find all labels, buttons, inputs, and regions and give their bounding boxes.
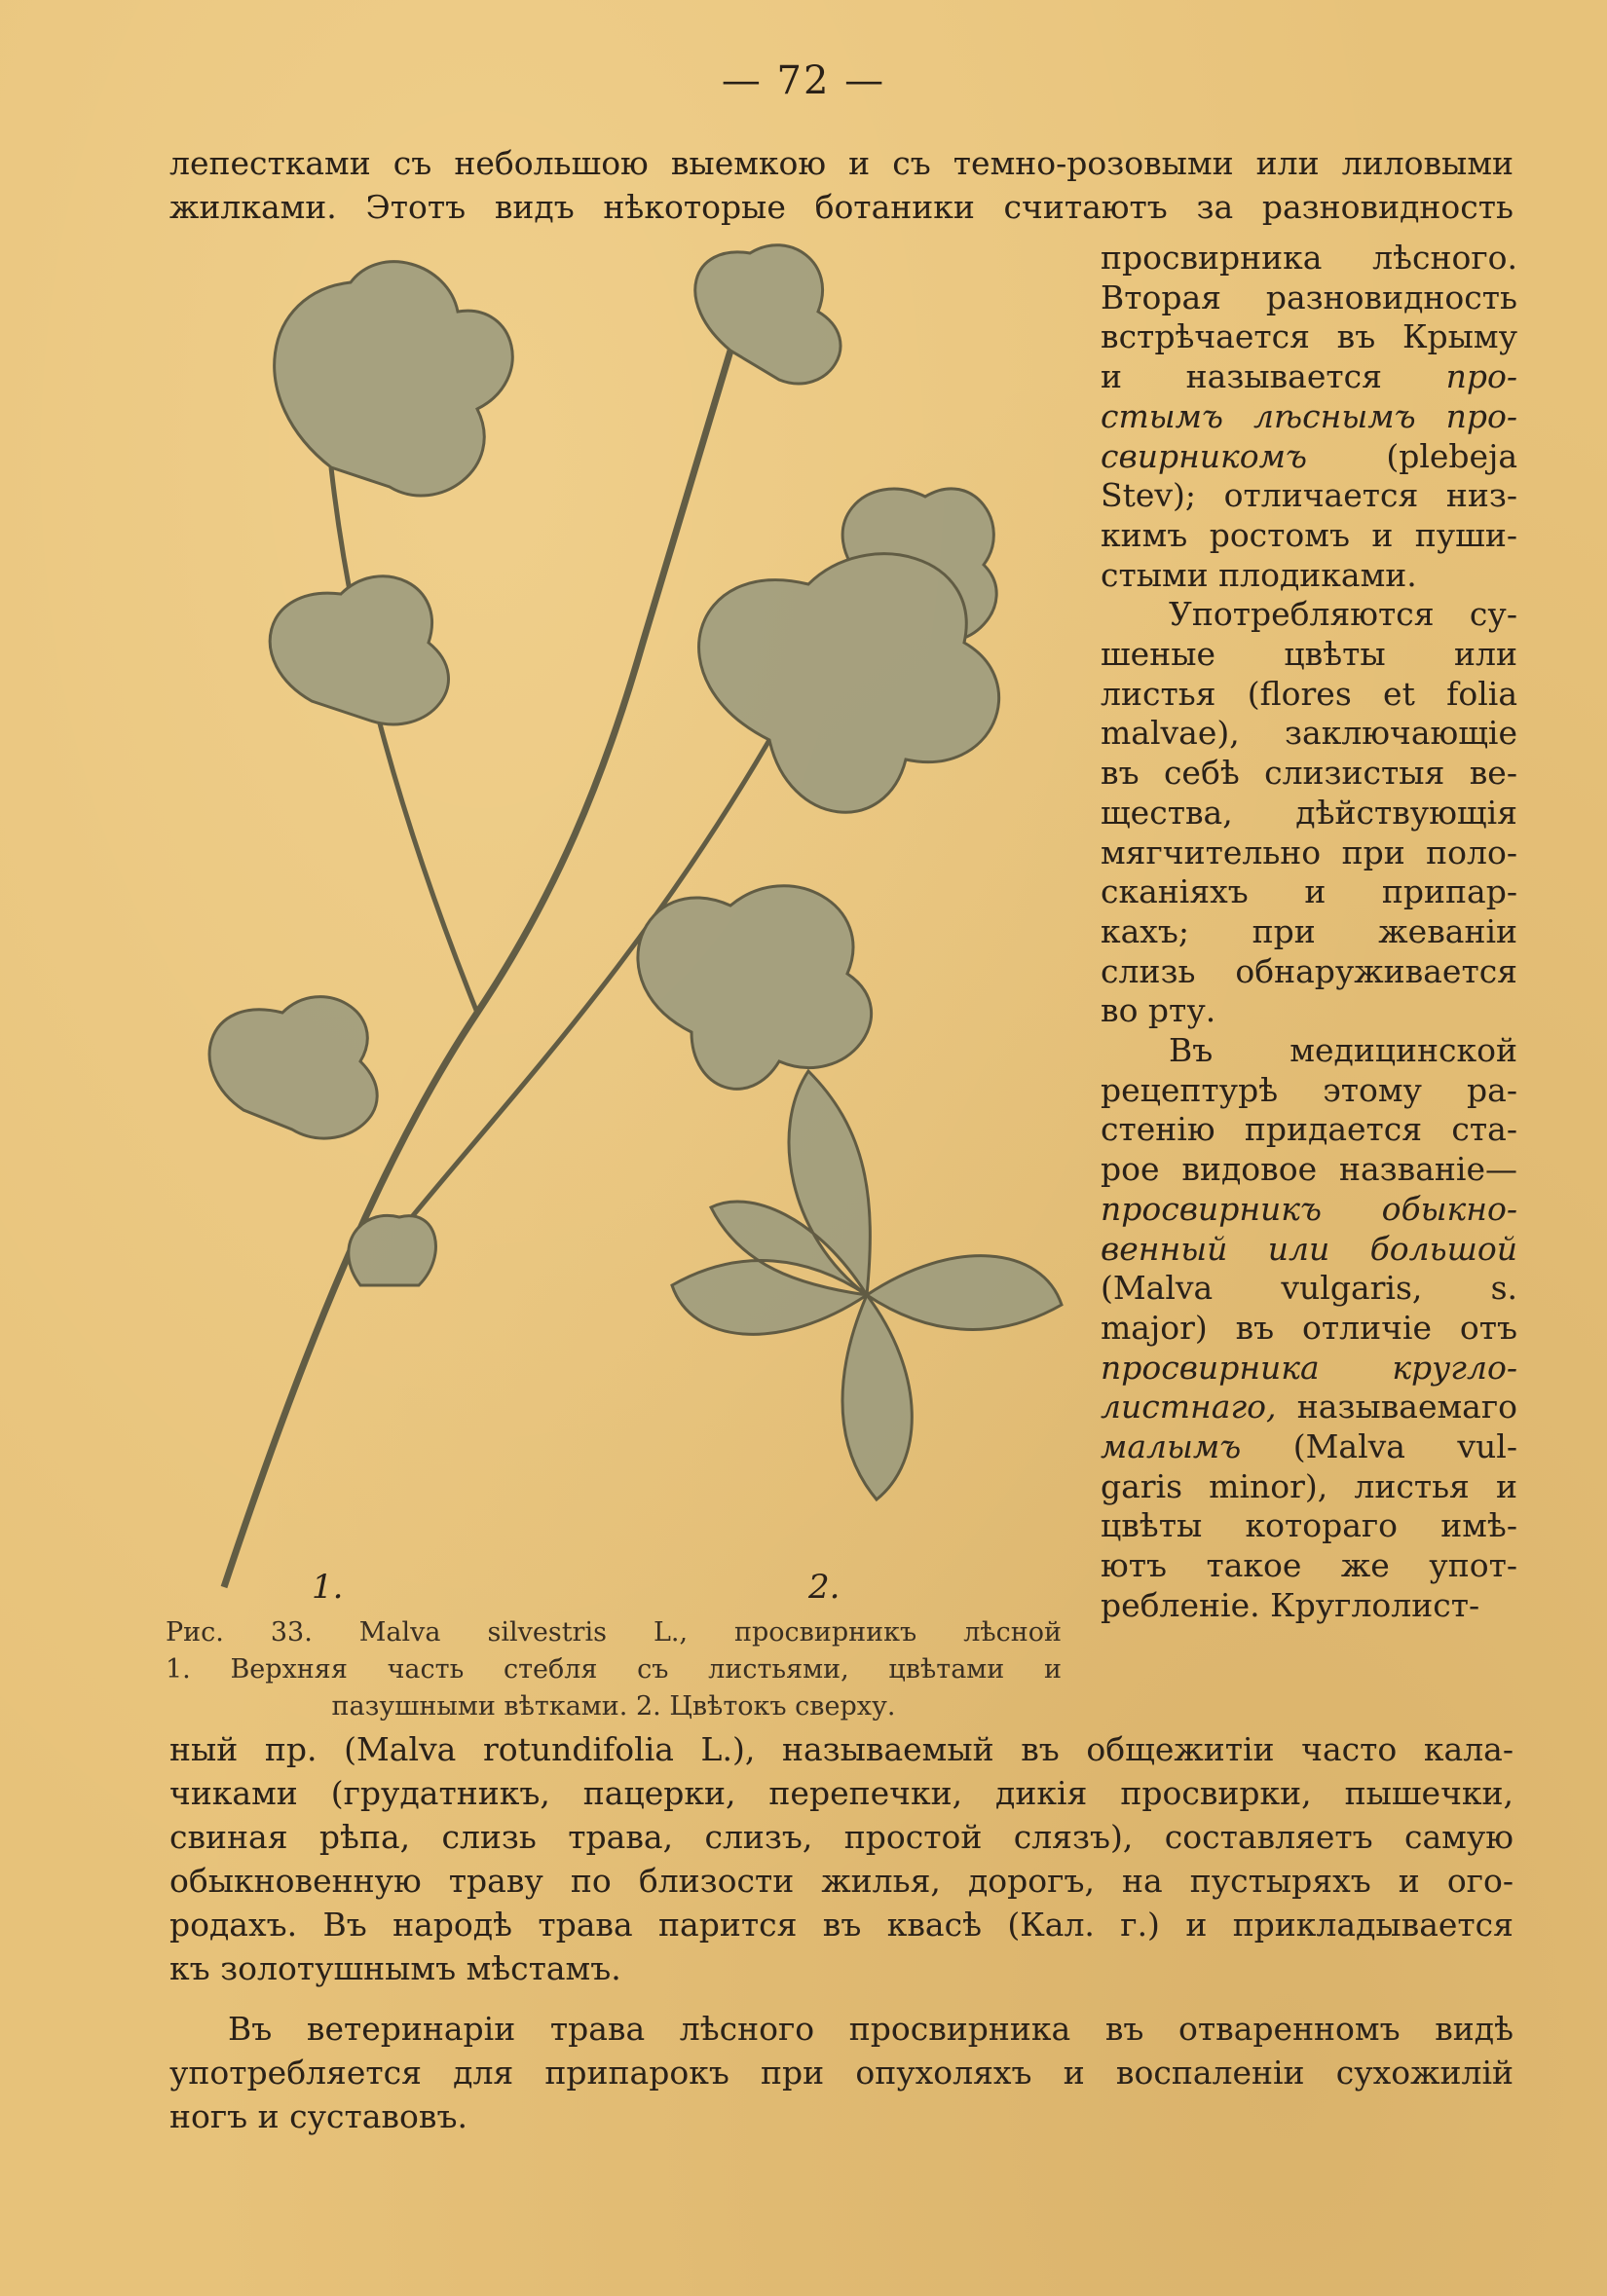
text-run: просвирника лѣсного. — [1101, 239, 1517, 277]
side-text-line — [1101, 556, 1517, 595]
text-run: листья (flores et folia — [1101, 674, 1517, 713]
text-run: называемаго — [1276, 1388, 1517, 1426]
side-text-line — [1101, 595, 1517, 634]
text-run: major) въ отличіе отъ — [1101, 1308, 1517, 1347]
side-text-line — [1101, 1190, 1517, 1229]
text-run: въ себѣ слизистыя ве- — [1101, 754, 1517, 793]
text-run: Въ медицинской — [1169, 1031, 1517, 1069]
side-text-line — [1101, 1427, 1517, 1466]
side-text-line — [1101, 437, 1517, 476]
side-text-line — [1101, 1467, 1517, 1506]
italic-text-run: просвирникъ обыкно- — [1101, 1189, 1517, 1228]
text-run: рое видовое названіе— — [1101, 1150, 1517, 1189]
text-run: Stev); отличается низ- — [1101, 476, 1517, 515]
text-run: во рту. — [1101, 991, 1216, 1030]
side-text-line — [1101, 635, 1517, 674]
side-text-line — [1101, 675, 1517, 714]
caption-line-1: Рис. 33. Malva silvestris L., просвирникъ лѣсной — [166, 1617, 1062, 1648]
branch-stem-2 — [331, 467, 477, 1013]
italic-text-run: свирникомъ — [1101, 436, 1307, 475]
side-text-line — [1101, 833, 1517, 872]
side-text-line — [1101, 1071, 1517, 1110]
leaf-lower-left — [209, 997, 377, 1138]
side-text-line — [1101, 1309, 1517, 1348]
italic-text-run: венный или большой — [1101, 1229, 1517, 1268]
caption-line-3: пазушными вѣтками. 2. Цвѣтокъ сверху. — [331, 1691, 896, 1722]
flower-top-view — [672, 1071, 1062, 1500]
text-run: Вторая разновидность — [1101, 278, 1517, 316]
side-text-line — [1101, 476, 1517, 515]
italic-text-run: про- — [1445, 357, 1517, 396]
text-run: кахъ; при жеваніи — [1101, 911, 1517, 950]
text-run: рецептурѣ этому ра- — [1101, 1070, 1517, 1109]
mallow-illustration — [185, 234, 1091, 1607]
text-line-bottom-2: чиками (грудатникъ, пацерки, перепечки, дикія просвирки, пышечки, — [169, 1774, 1514, 1812]
side-text-line — [1101, 991, 1517, 1030]
italic-text-run: просвирника кругло- — [1101, 1348, 1517, 1387]
text-line-bottom-8: употребляется для припарокъ при опухоляхъ и воспаленіи сухожилій — [169, 2054, 1514, 2092]
leaf-center — [699, 554, 999, 812]
side-text-line — [1101, 872, 1517, 911]
text-line-bottom-9: ногъ и суставовъ. — [169, 2097, 467, 2135]
side-text-line — [1101, 714, 1517, 753]
leaf-left-middle — [270, 576, 448, 724]
text-run: malvae), заключающіе — [1101, 714, 1517, 753]
side-text-line — [1101, 317, 1517, 356]
text-run: слизь обнаруживается — [1101, 951, 1517, 990]
italic-text-run: листнаго, — [1101, 1388, 1277, 1426]
text-run: и называется — [1101, 357, 1446, 396]
text-run: стыми плодиками. — [1101, 555, 1417, 594]
italic-text-run: стымъ лѣснымъ про- — [1101, 396, 1517, 435]
figure-caption — [166, 1614, 1062, 1725]
side-text-line — [1101, 1110, 1517, 1149]
side-text-line — [1101, 754, 1517, 793]
text-line-bottom-5: родахъ. Въ народѣ трава парится въ квасѣ (Кал. г.) и прикладывается — [169, 1906, 1514, 1944]
text-line-top-1: лепестками съ небольшою выемкою и съ темно-розовыми или лиловыми — [169, 144, 1514, 182]
page-number: — 72 — — [721, 58, 886, 103]
side-text-line — [1101, 1388, 1517, 1426]
caption-line-2: 1. Верхняя часть стебля съ листьями, цвѣтами и — [166, 1654, 1062, 1685]
text-run: щества, дѣйствующія — [1101, 793, 1517, 832]
text-run: мягчительно при поло- — [1101, 833, 1517, 871]
text-line-bottom-3: свиная рѣпа, слизь трава, слизъ, простой слязъ), составляетъ самую — [169, 1818, 1514, 1856]
plant-drawing — [185, 234, 1091, 1597]
text-run: сканіяхъ и припар- — [1101, 872, 1517, 911]
text-line-bottom-4: обыкновенную траву по близости жилья, дорогъ, на пустыряхъ и ого- — [169, 1862, 1514, 1900]
side-text-line — [1101, 357, 1517, 396]
text-run: (Malva vul- — [1241, 1427, 1517, 1465]
side-text-line — [1101, 278, 1517, 317]
leaf-lower-center — [638, 886, 872, 1090]
text-line-bottom-1: ный пр. (Malva rotundifolia L.), называемый въ общежитіи часто кала- — [169, 1730, 1514, 1768]
leaf-top-right — [695, 245, 841, 384]
leaf-top-left — [275, 262, 513, 496]
text-run: стенію придается ста- — [1101, 1110, 1517, 1149]
side-text-line — [1101, 1506, 1517, 1545]
figure-label-2: 2. — [808, 1568, 841, 1607]
text-run: Употребляются су- — [1169, 595, 1517, 634]
text-line-bottom-7: Въ ветеринаріи трава лѣсного просвирника въ отваренномъ видѣ — [228, 2010, 1514, 2048]
text-run: ютъ такое же упот- — [1101, 1546, 1517, 1585]
side-text-line — [1101, 1269, 1517, 1308]
side-text-line — [1101, 1586, 1517, 1625]
text-line-bottom-6: къ золотушнымъ мѣстамъ. — [169, 1949, 621, 1987]
side-text-line — [1101, 1230, 1517, 1269]
text-line-top-2: жилками. Этотъ видъ нѣкоторые ботаники считаютъ за разновидность — [169, 188, 1514, 226]
side-text-line — [1101, 794, 1517, 833]
flower-bud — [349, 1215, 436, 1285]
text-run: (plebeja — [1307, 436, 1517, 475]
side-text-line — [1101, 1031, 1517, 1070]
side-text-line — [1101, 1546, 1517, 1585]
text-run: цвѣты котораго имѣ- — [1101, 1506, 1517, 1545]
text-run: шеные цвѣты или — [1101, 635, 1517, 673]
text-run: кимъ ростомъ и пуши- — [1101, 515, 1517, 554]
text-run: garis minor), листья и — [1101, 1466, 1517, 1505]
side-text-line — [1101, 1349, 1517, 1388]
side-text-line — [1101, 239, 1517, 278]
side-text-line — [1101, 912, 1517, 951]
side-text-line — [1101, 516, 1517, 555]
text-run: встрѣчается въ Крыму — [1101, 317, 1517, 356]
italic-text-run: малымъ — [1101, 1427, 1242, 1465]
side-text-line — [1101, 397, 1517, 436]
figure-label-1: 1. — [312, 1568, 344, 1607]
side-text-line — [1101, 952, 1517, 991]
text-run: ребленіе. Круглолист- — [1101, 1585, 1480, 1624]
text-run: (Malva vulgaris, s. — [1101, 1269, 1517, 1308]
side-text-line — [1101, 1150, 1517, 1189]
